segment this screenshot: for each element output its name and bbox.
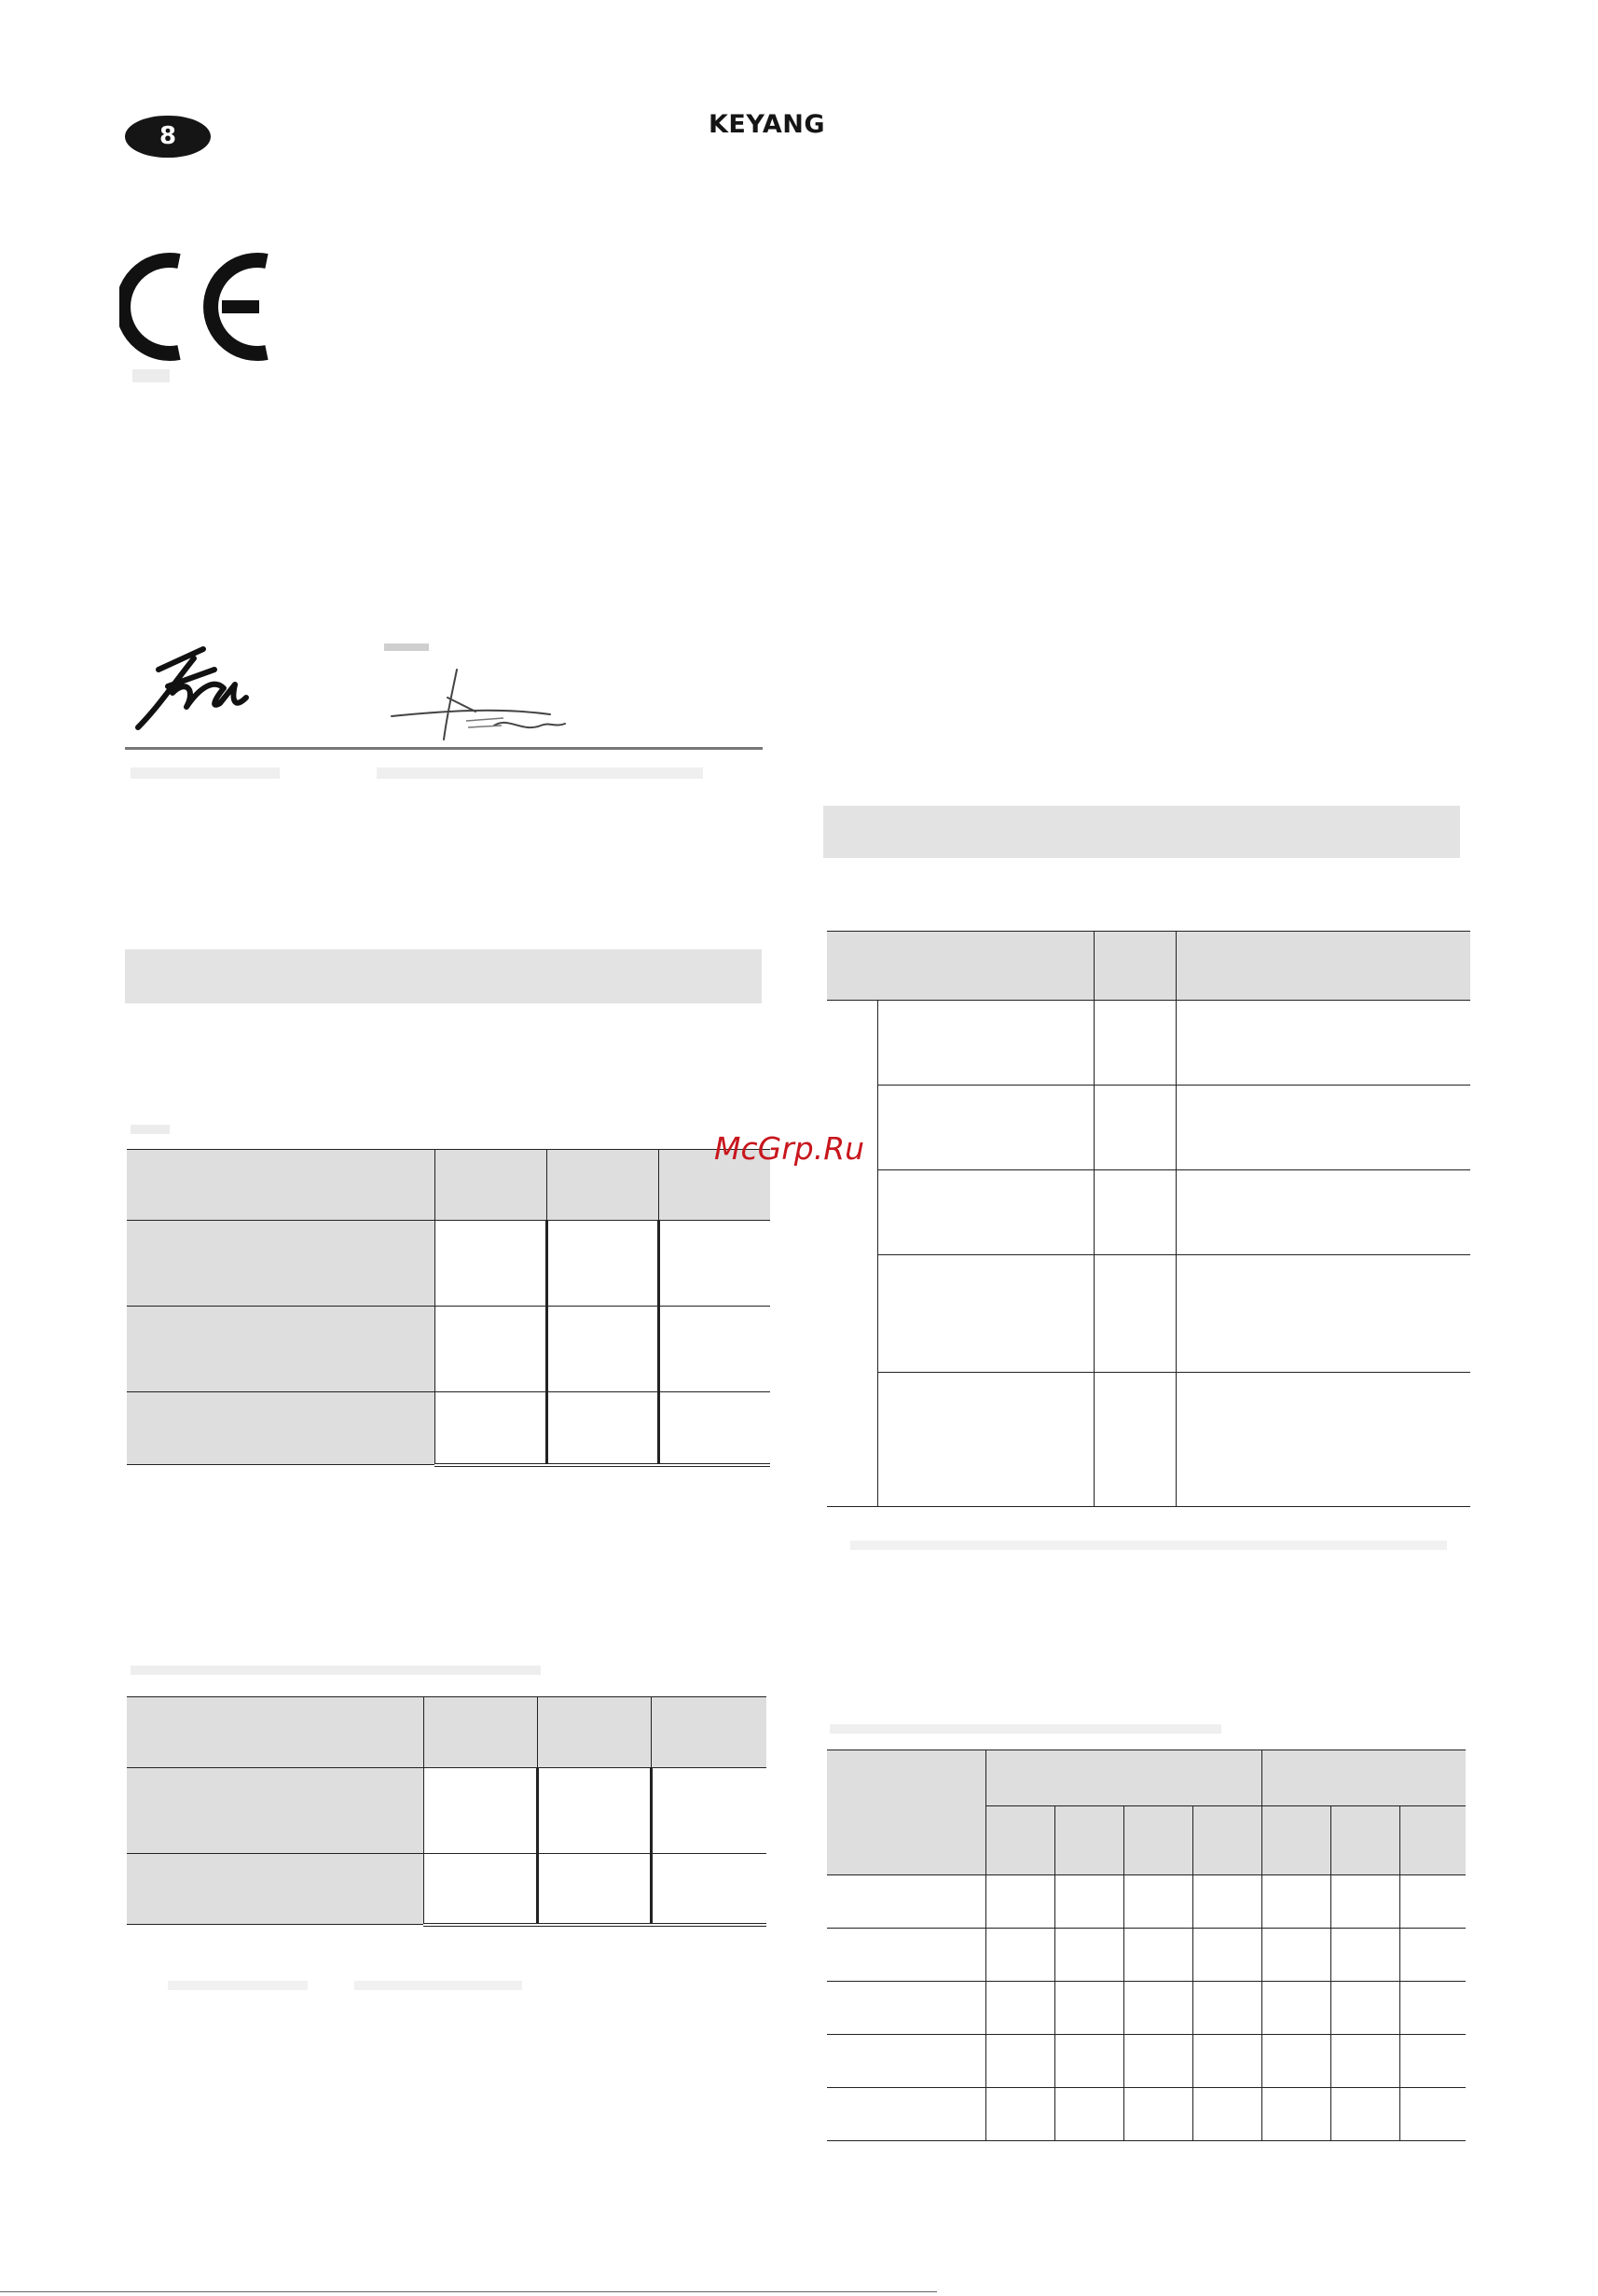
signature-caption [384,643,429,651]
signature-left [131,642,252,735]
signature-right [382,660,569,744]
section-header-bar [823,806,1460,858]
faint-text [830,1724,1221,1734]
faint-text [377,768,703,779]
faint-text [132,369,170,382]
signature-rule [125,747,763,750]
section-header-bar [125,949,762,1003]
faint-text [168,1981,308,1990]
faint-text [131,768,280,779]
spec-table-4 [827,1750,1466,2141]
page-bottom-rule [0,2291,937,2292]
page-number-badge: 8 [125,116,211,158]
spec-table-1 [127,1149,770,1467]
ce-mark-icon [119,252,278,362]
faint-text [131,1125,170,1134]
faint-text [131,1666,541,1675]
spec-table-3 [827,931,1470,1507]
watermark-text: McGrp.Ru [714,1130,865,1167]
spec-table-2 [127,1696,766,1927]
brand-logo: KEYANG [709,110,825,139]
faint-text [354,1981,522,1990]
faint-text [850,1541,1447,1550]
